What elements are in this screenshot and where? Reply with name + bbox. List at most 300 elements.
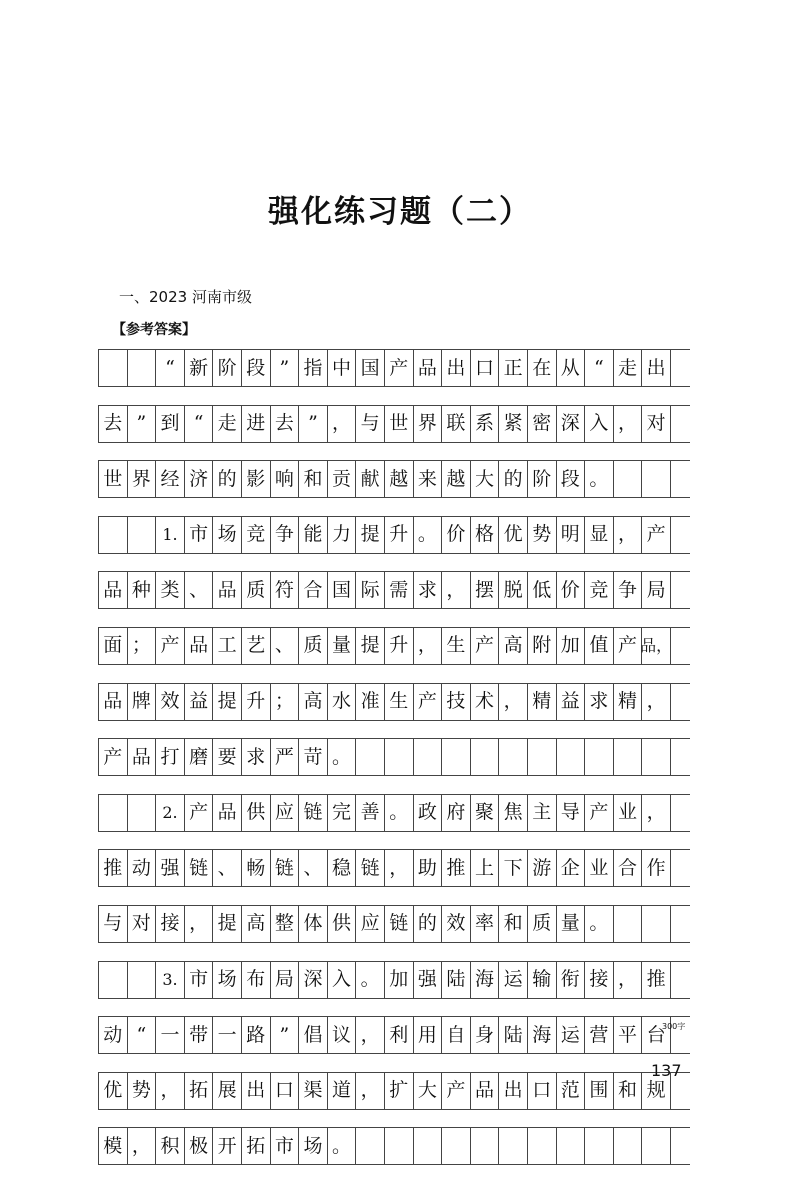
page-number: 137 [651,1061,682,1080]
grid-cell: ， [442,572,471,608]
grid-cell: 中 [328,350,357,386]
grid-cell [614,1128,643,1164]
grid-cell: ， [614,517,643,553]
section-heading: 一、2023 河南市级 [119,288,252,306]
grid-row [98,516,690,554]
grid-cell: 。 [356,962,385,998]
grid-cell: 业 [614,795,643,831]
grid-cell: 大 [471,461,500,497]
grid-cell: 主 [528,795,557,831]
grid-cell [528,739,557,775]
grid-cell: 力 [328,517,357,553]
grid-cell: 接 [585,962,614,998]
grid-cell: 品 [414,350,443,386]
grid-cell: 场 [213,962,242,998]
grid-cell: 局 [271,962,300,998]
grid-cell: 范 [557,1073,586,1109]
grid-cell [642,461,671,497]
grid-cell: 低 [528,572,557,608]
grid-cell: 要 [213,739,242,775]
grid-cell: 焦 [499,795,528,831]
grid-cell [642,906,671,942]
grid-cell: 、 [185,572,214,608]
grid-cell: 自 [442,1017,471,1053]
grid-cell: 精 [528,684,557,720]
grid-cell: 产 [642,517,671,553]
grid-cell: 进 [242,406,271,442]
grid-cell: “ [128,1017,157,1053]
grid-cell: 从 [557,350,586,386]
grid-cell: 越 [442,461,471,497]
grid-cell: 作 [642,850,671,886]
char-count: 300字 [662,1022,686,1031]
grid-cell: 质 [528,906,557,942]
grid-cell: 品， [642,628,671,664]
grid-cell: 聚 [471,795,500,831]
grid-cell: 带 [185,1017,214,1053]
grid-cell [642,739,671,775]
grid-cell: 世 [385,406,414,442]
grid-cell: ， [356,1073,385,1109]
grid-cell: 1. [156,517,185,553]
grid-cell: 政 [414,795,443,831]
grid-cell: 益 [185,684,214,720]
grid-cell: 一 [213,1017,242,1053]
grid-cell: 世 [99,461,128,497]
grid-cell: 链 [385,906,414,942]
grid-cell: 产 [156,628,185,664]
grid-cell: 系 [471,406,500,442]
grid-cell: 倡 [299,1017,328,1053]
grid-cell: 生 [385,684,414,720]
grid-cell: 走 [614,350,643,386]
grid-cell [385,1128,414,1164]
grid-cell: 出 [242,1073,271,1109]
grid-cell: 。 [328,739,357,775]
grid-cell: 积 [156,1128,185,1164]
grid-cell: ， [614,962,643,998]
grid-cell: 联 [442,406,471,442]
grid-cell: 、 [213,850,242,886]
grid-cell: ， [328,406,357,442]
grid-cell: 助 [414,850,443,886]
grid-cell: 口 [271,1073,300,1109]
grid-cell: 需 [385,572,414,608]
grid-cell [642,1128,671,1164]
grid-cell: 口 [471,350,500,386]
grid-cell: 产 [99,739,128,775]
answer-grid [98,349,690,1183]
grid-cell: 拓 [242,1128,271,1164]
grid-cell: 响 [271,461,300,497]
grid-cell: 、 [271,628,300,664]
grid-cell: 势 [128,1073,157,1109]
grid-cell: 台 [642,1017,671,1053]
grid-cell: 推 [642,962,671,998]
grid-cell: 产 [471,628,500,664]
grid-row [98,460,690,498]
grid-cell: 入 [585,406,614,442]
grid-cell: 市 [185,517,214,553]
grid-cell: 业 [585,850,614,886]
grid-cell: 类 [156,572,185,608]
grid-cell: 势 [528,517,557,553]
grid-cell: 质 [299,628,328,664]
grid-cell: 品 [213,795,242,831]
grid-cell: 显 [585,517,614,553]
grid-cell: 陆 [499,1017,528,1053]
grid-cell: 产 [385,350,414,386]
grid-cell: 2. [156,795,185,831]
grid-cell: 模 [99,1128,128,1164]
grid-cell [499,739,528,775]
grid-cell: 界 [414,406,443,442]
grid-cell: 大 [414,1073,443,1109]
grid-cell: 高 [299,684,328,720]
grid-cell: 量 [557,906,586,942]
grid-cell: 企 [557,850,586,886]
grid-cell: “ [185,406,214,442]
grid-cell: 优 [99,1073,128,1109]
grid-cell: 求 [242,739,271,775]
grid-cell: 出 [499,1073,528,1109]
grid-cell: 运 [557,1017,586,1053]
grid-cell: ， [614,406,643,442]
grid-cell: 阶 [213,350,242,386]
grid-cell: 场 [299,1128,328,1164]
grid-cell: 严 [271,739,300,775]
grid-cell: 路 [242,1017,271,1053]
grid-cell: ” [271,1017,300,1053]
grid-cell: 提 [213,684,242,720]
grid-cell: 畅 [242,850,271,886]
grid-cell: 段 [557,461,586,497]
grid-cell: 越 [385,461,414,497]
grid-cell: 明 [557,517,586,553]
grid-cell [128,795,157,831]
grid-cell: 陆 [442,962,471,998]
grid-cell: 强 [156,850,185,886]
grid-cell: 技 [442,684,471,720]
grid-cell [528,1128,557,1164]
grid-cell: ， [499,684,528,720]
grid-cell: 议 [328,1017,357,1053]
grid-cell: 整 [271,906,300,942]
grid-cell: 贡 [328,461,357,497]
grid-cell: 苛 [299,739,328,775]
answer-label: 【参考答案】 [112,322,196,338]
grid-cell: 济 [185,461,214,497]
grid-cell: 和 [614,1073,643,1109]
grid-cell: 高 [242,906,271,942]
grid-cell: 的 [499,461,528,497]
grid-row [98,349,690,387]
grid-cell [557,739,586,775]
grid-cell [614,461,643,497]
grid-cell: 走 [213,406,242,442]
grid-cell: 一 [156,1017,185,1053]
grid-cell [442,1128,471,1164]
grid-cell: 链 [356,850,385,886]
grid-row [98,849,690,887]
grid-cell: 对 [128,906,157,942]
grid-cell: 紧 [499,406,528,442]
grid-cell: 3. [156,962,185,998]
grid-row [98,627,690,665]
grid-cell: 入 [328,962,357,998]
grid-cell: 深 [299,962,328,998]
grid-cell: ， [642,795,671,831]
grid-cell: 术 [471,684,500,720]
grid-cell: 效 [156,684,185,720]
grid-cell: 竞 [585,572,614,608]
grid-cell: 影 [242,461,271,497]
grid-cell: 加 [385,962,414,998]
grid-cell: 磨 [185,739,214,775]
grid-cell: 工 [213,628,242,664]
grid-cell: 道 [328,1073,357,1109]
grid-cell [128,962,157,998]
grid-row [98,738,690,776]
grid-cell: 市 [185,962,214,998]
grid-cell: 竞 [242,517,271,553]
grid-cell: 品 [99,572,128,608]
grid-cell: 衔 [557,962,586,998]
grid-cell: 密 [528,406,557,442]
grid-cell: 品 [99,684,128,720]
grid-cell: 种 [128,572,157,608]
grid-cell: ， [156,1073,185,1109]
grid-cell: 国 [328,572,357,608]
grid-cell: 品 [185,628,214,664]
grid-cell [99,962,128,998]
grid-cell: 的 [414,906,443,942]
grid-cell: 争 [614,572,643,608]
grid-cell: 展 [213,1073,242,1109]
grid-cell [414,739,443,775]
grid-cell: 推 [442,850,471,886]
grid-cell: “ [585,350,614,386]
grid-cell: 准 [356,684,385,720]
grid-cell: 献 [356,461,385,497]
grid-cell [471,739,500,775]
grid-cell: 段 [242,350,271,386]
grid-cell: 面 [99,628,128,664]
grid-cell: 输 [528,962,557,998]
grid-cell: 新 [185,350,214,386]
grid-cell: 链 [271,850,300,886]
grid-cell: 效 [442,906,471,942]
grid-cell: 质 [242,572,271,608]
grid-cell: 游 [528,850,557,886]
grid-cell: 价 [557,572,586,608]
grid-cell: 符 [271,572,300,608]
grid-cell: 海 [528,1017,557,1053]
grid-cell: ， [385,850,414,886]
grid-row [98,794,690,832]
grid-cell [414,1128,443,1164]
grid-cell: 品 [471,1073,500,1109]
grid-cell: 府 [442,795,471,831]
grid-cell: 导 [557,795,586,831]
grid-cell: 去 [99,406,128,442]
grid-cell: 与 [99,906,128,942]
grid-cell: 牌 [128,684,157,720]
grid-row [98,683,690,721]
grid-cell: 极 [185,1128,214,1164]
grid-cell: 升 [385,517,414,553]
grid-cell: 口 [528,1073,557,1109]
grid-cell: 动 [99,1017,128,1053]
page-title: 强化练习题（二） [268,194,532,230]
grid-cell [356,739,385,775]
grid-cell: ； [128,628,157,664]
grid-cell: ， [185,906,214,942]
grid-cell: 和 [499,906,528,942]
grid-cell: 用 [414,1017,443,1053]
grid-cell: 量 [328,628,357,664]
grid-cell: 链 [299,795,328,831]
grid-cell: 摆 [471,572,500,608]
grid-cell [442,739,471,775]
grid-cell: 链 [185,850,214,886]
grid-cell [128,517,157,553]
grid-cell: 益 [557,684,586,720]
grid-cell: 与 [356,406,385,442]
grid-cell: 利 [385,1017,414,1053]
grid-cell [614,906,643,942]
grid-cell [499,1128,528,1164]
grid-cell: 界 [128,461,157,497]
grid-cell: 深 [557,406,586,442]
grid-cell: 、 [299,850,328,886]
grid-cell: ” [299,406,328,442]
grid-cell: 升 [385,628,414,664]
grid-cell: 平 [614,1017,643,1053]
grid-cell: 。 [585,906,614,942]
grid-cell: 。 [414,517,443,553]
grid-cell: 产 [585,795,614,831]
grid-cell: 善 [356,795,385,831]
grid-cell: 国 [356,350,385,386]
grid-cell: 脱 [499,572,528,608]
grid-cell: 场 [213,517,242,553]
grid-cell: 优 [499,517,528,553]
grid-cell: 围 [585,1073,614,1109]
grid-cell: 和 [299,461,328,497]
grid-cell: 合 [299,572,328,608]
grid-cell: 价 [442,517,471,553]
grid-cell: 品 [128,739,157,775]
grid-cell: ， [642,684,671,720]
grid-cell: 动 [128,850,157,886]
grid-cell: 去 [271,406,300,442]
grid-cell: 出 [642,350,671,386]
grid-cell: 经 [156,461,185,497]
grid-cell: 提 [356,628,385,664]
grid-cell: ” [128,406,157,442]
grid-cell: 率 [471,906,500,942]
grid-row [98,405,690,443]
grid-cell: 产 [614,628,643,664]
grid-cell: 升 [242,684,271,720]
grid-row [98,1016,690,1054]
grid-cell: 对 [642,406,671,442]
grid-cell: 运 [499,962,528,998]
grid-cell: 指 [299,350,328,386]
grid-cell: 强 [414,962,443,998]
grid-cell [585,739,614,775]
grid-cell: 打 [156,739,185,775]
grid-row [98,571,690,609]
grid-cell: 到 [156,406,185,442]
grid-cell: ； [271,684,300,720]
grid-cell: 艺 [242,628,271,664]
grid-cell: 上 [471,850,500,886]
grid-cell: ， [414,628,443,664]
grid-cell [99,350,128,386]
grid-cell: 。 [585,461,614,497]
grid-cell [557,1128,586,1164]
grid-cell: 生 [442,628,471,664]
grid-cell: 拓 [185,1073,214,1109]
grid-cell: 体 [299,906,328,942]
grid-cell: 的 [213,461,242,497]
grid-cell: 营 [585,1017,614,1053]
grid-cell: 精 [614,684,643,720]
grid-cell: 接 [156,906,185,942]
grid-cell: 求 [585,684,614,720]
grid-row [98,905,690,943]
grid-cell: 下 [499,850,528,886]
grid-cell: 。 [328,1128,357,1164]
grid-cell: 加 [557,628,586,664]
grid-cell: 来 [414,461,443,497]
grid-row [98,1072,690,1110]
grid-cell: 争 [271,517,300,553]
grid-cell [471,1128,500,1164]
grid-cell: 求 [414,572,443,608]
grid-cell: 提 [356,517,385,553]
grid-cell: 出 [442,350,471,386]
grid-cell [385,739,414,775]
grid-cell: 。 [385,795,414,831]
grid-cell: 能 [299,517,328,553]
grid-cell: 海 [471,962,500,998]
grid-cell: 合 [614,850,643,886]
grid-cell [99,517,128,553]
grid-cell: ” [271,350,300,386]
grid-cell: 市 [271,1128,300,1164]
grid-cell: 应 [356,906,385,942]
grid-cell [99,795,128,831]
grid-cell: 产 [185,795,214,831]
grid-cell: 提 [213,906,242,942]
grid-cell: 正 [499,350,528,386]
grid-cell: 开 [213,1128,242,1164]
grid-cell: 完 [328,795,357,831]
grid-row [98,961,690,999]
grid-cell [585,1128,614,1164]
grid-cell: ， [356,1017,385,1053]
grid-cell: 稳 [328,850,357,886]
grid-cell: ， [128,1128,157,1164]
grid-cell: 规 [642,1073,671,1109]
grid-cell [356,1128,385,1164]
grid-cell: 产 [442,1073,471,1109]
grid-cell: 局 [642,572,671,608]
grid-cell: 布 [242,962,271,998]
